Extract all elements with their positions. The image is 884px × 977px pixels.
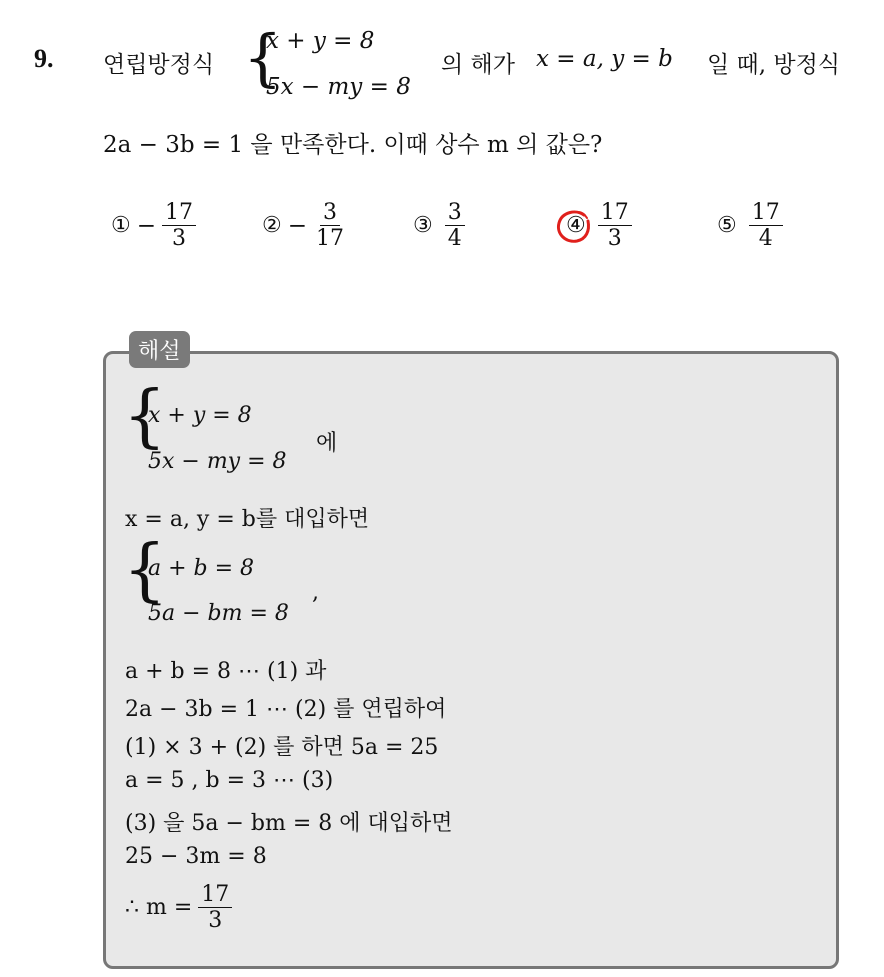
choice-4-number: ④ [566,213,586,239]
choice-4-fraction [598,200,632,252]
solution-brace-2: { [123,531,167,610]
question-intro: 연립방정식 [103,52,215,78]
solution-step-1: x = a, y = b를 대입하면 [125,507,370,532]
solution-line-5: (3) 을 5a − bm = 8 에 대입하면 [125,811,453,836]
choice-4-numerator: 17 [598,200,632,226]
solution-final-numerator: 17 [198,882,232,908]
choice-5-numerator: 17 [749,200,783,226]
choice-3-denominator: 4 [447,226,462,252]
choice-5[interactable] [717,200,783,252]
solution-line-3: (1) × 3 + (2) 를 하면 5a = 25 [125,735,439,760]
solution-brace-1: { [123,377,167,456]
choice-4-denominator: 3 [607,226,622,252]
solution-sys2-eq-2: 5a − bm = 8 [148,601,289,626]
choice-1-numerator: 17 [162,200,196,226]
choice-4[interactable] [566,200,632,252]
choice-5-denominator: 4 [758,226,773,252]
choice-1[interactable] [111,200,196,252]
solution-sys2-eq-1: a + b = 8 [148,556,255,581]
choice-1-number: ① [111,213,131,239]
system-eq-1: x + y = 8 [266,28,375,54]
choice-1-fraction [162,200,196,252]
choice-2-denominator: 17 [316,226,345,252]
solution-final-denominator: 3 [208,908,223,934]
solution-sys1-eq-2: 5x − my = 8 [148,449,287,474]
choice-5-fraction [749,200,783,252]
solution-tag: 해설 [129,331,190,368]
choice-1-sign: − [136,212,157,239]
choice-2-fraction [313,200,347,252]
choice-2-numerator: 3 [320,200,340,226]
solution-final [125,882,232,934]
solution-final-prefix: ∴ m = [125,895,193,921]
system-brace: { [243,21,283,94]
solution-final-fraction [198,882,232,934]
choice-2-sign: − [287,212,308,239]
question-cond-3: 일 때, 방정식 [707,52,841,78]
choice-2[interactable] [262,200,347,252]
choice-3[interactable] [413,200,465,252]
solution-sys1-suffix: 에 [316,431,338,456]
solution-line-4: a = 5 , b = 3 ⋯ (3) [125,768,334,793]
system-eq-2: 5x − my = 8 [266,74,411,100]
choice-2-number: ② [262,213,282,239]
choice-5-number: ⑤ [717,213,737,239]
solution-line-6: 25 − 3m = 8 [125,844,267,869]
question-line-2: 2a − 3b = 1 을 만족한다. 이때 상수 m 의 값은? [103,132,603,158]
choice-3-numerator: 3 [445,200,465,226]
question-number: 9. [34,44,54,73]
solution-sys2-suffix: , [312,580,319,605]
choice-3-fraction [445,200,465,252]
question-cond-1: 의 해가 [441,52,515,78]
solution-sys1-eq-1: x + y = 8 [148,403,252,428]
solution-line-1: a + b = 8 ⋯ (1) 과 [125,659,327,684]
question-cond-2: x = a, y = b [536,46,673,72]
choice-3-number: ③ [413,213,433,239]
solution-line-2: 2a − 3b = 1 ⋯ (2) 를 연립하여 [125,697,447,722]
choice-1-denominator: 3 [172,226,187,252]
